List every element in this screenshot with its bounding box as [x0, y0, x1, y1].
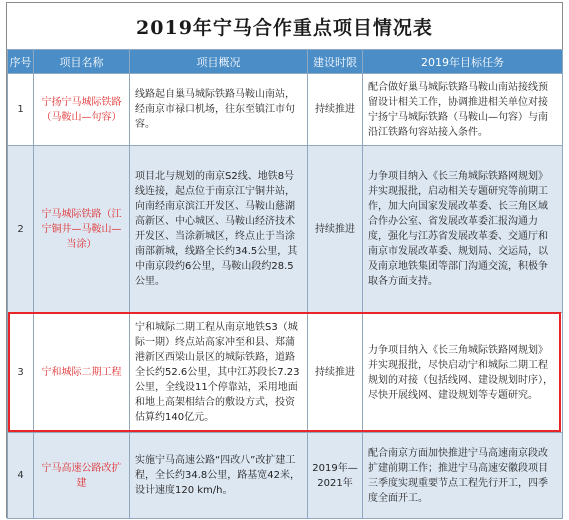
project-overview: 宁和城际二期工程从南京地铁S3（城际一期）终点站高家冲至和县、郑蒲港新区西梁山景区的城际铁路，道路全长约52.6公里，其中江苏段长7.23公里，全线设11个停靠站，采用地面和地上高架相结合的敷设方式，投资估算约140亿元。: [130, 313, 308, 433]
header-no: 序号: [8, 50, 34, 74]
project-name: 宁马城际铁路（江宁铜井—马鞍山—当涂）: [34, 146, 130, 313]
header-period: 建设时限: [308, 50, 363, 74]
project-target: 力争项目纳入《长三角城际铁路网规划》并实现报批，启动相关专题研究等前期工作，加大向国家发展改革委、长三角区域合作办公室、省发展改革委汇报沟通力度，强化与江苏省发展改革委、交通厅和南京市发展改革委、规划局、交运局，以及南京地铁集团等部门沟通交流，积极争取各方面支持。: [363, 146, 563, 313]
header-target: 2019年目标任务: [363, 50, 563, 74]
project-name: 宁马高速公路改扩建: [34, 433, 130, 519]
project-period: 2019年—2021年: [308, 433, 363, 519]
project-period: 持续推进: [308, 74, 363, 146]
project-period: 持续推进: [308, 146, 363, 313]
project-period: 持续推进: [308, 313, 363, 433]
table-header-row: [8, 50, 563, 74]
row-number: 1: [8, 74, 34, 146]
page-title: 2019年宁马合作重点项目情况表: [136, 16, 433, 39]
table-row: [8, 313, 563, 433]
project-name: 宁扬宁马城际铁路（马鞍山—句容）: [34, 74, 130, 146]
row-number: 4: [8, 433, 34, 519]
table-row: [8, 433, 563, 519]
row-number: 2: [8, 146, 34, 313]
project-target: 力争项目纳入《长三角城际铁路网规划》并实现报批，尽快启动宁和城际二期工程规划的对接（包括线网、建设规划时序），尽快开展线网、建设规划等专题研究。: [363, 313, 563, 433]
table-row: [8, 74, 563, 146]
project-name: 宁和城际二期工程: [34, 313, 130, 433]
project-overview: 项目北与规划的南京S2线、地铁8号线连接，起点位于南京江宁铜井站，向南经南京滨江开发区、马鞍山慈湖高新区、中心城区、马鞍山经济技术开发区、当涂新城区，终点止于当涂南部新城，线路全长约34.5公里，其中南京段约6公里，马鞍山段约28.5公里。: [130, 146, 308, 313]
project-target: 配合南京方面加快推进宁马高速南京段改扩建前期工作；推进宁马高速安徽段项目三季度实现重要节点工程先行开工，四季度全面开工。: [363, 433, 563, 519]
table-row: [8, 146, 563, 313]
header-name: 项目名称: [34, 50, 130, 74]
project-overview: 线路起自巢马城际铁路马鞍山南站，经南京市禄口机场，往东至镇江市句容。: [130, 74, 308, 146]
header-overview: 项目概况: [130, 50, 308, 74]
project-table: [7, 49, 563, 519]
row-number: 3: [8, 313, 34, 433]
project-overview: 实施宁马高速公路“四改八”改扩建工程，全长约34.8公里，路基宽42米，设计速度120 km/h。: [130, 433, 308, 519]
table-frame: [6, 2, 563, 518]
project-target: 配合做好巢马城际铁路马鞍山南站接线预留设计相关工作，协调推进相关单位对接宁扬宁马城际铁路（马鞍山—句容）与南沿江铁路句容站接入条件。: [363, 74, 563, 146]
